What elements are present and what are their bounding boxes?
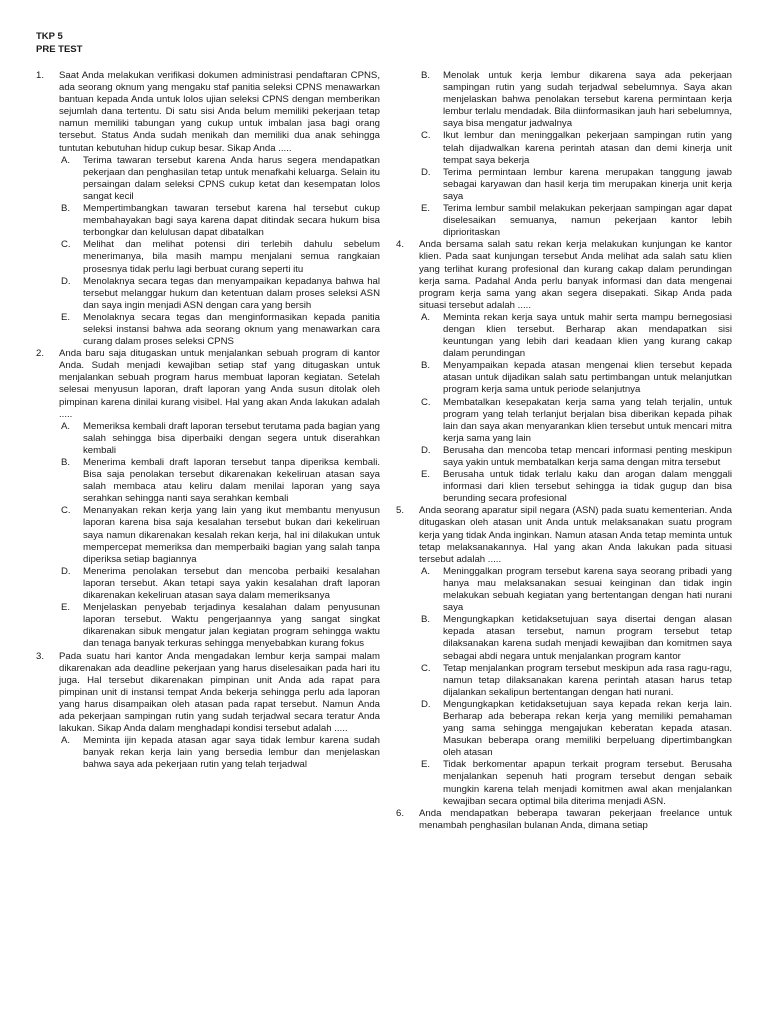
option-letter: C. (61, 239, 71, 251)
right-column (396, 70, 732, 832)
question-number: 6. (396, 807, 405, 819)
question-text: Anda mendapatkan beberapa tawaran pekerjaan freelance untuk menambah penghasilan bulanan Anda, dimana setiap (419, 807, 732, 831)
answer-option (419, 312, 732, 360)
option-letter: B. (421, 614, 431, 626)
answer-option (59, 566, 380, 602)
question-text: Anda seorang aparatur sipil negara (ASN) pada suatu kementerian. Anda ditugaskan oleh atasan unit Anda untuk melaksanakan suatu program kerja yang tidak Anda inginkan. Namun atasan Anda tetap meminta untuk tetap melaksanakannya. Hal yang akan Anda lakukan pada situasi tersebut adalah ..... (419, 505, 732, 565)
answer-option (59, 602, 380, 650)
option-text: Menolak untuk kerja lembur dikarena saya ada pekerjaan sampingan rutin yang sudah terjadwal sebelumnya. Saya akan menjelaskan bahwa penolakan tersebut karena permintaan kerja lembur terlalu mendadak. Bila diinformasikan jauh hari sebelumnya, saya bisa mengatur jadwalnya (443, 70, 732, 130)
question-item (396, 239, 732, 505)
question-text: Anda bersama salah satu rekan kerja melakukan kunjungan ke kantor klien. Pada saat kunjungan tersebut Anda melihat ada salah satu klien yang terlihat kurang profesional dan kurang cakap dalam perundingan kerja sama. Padahal Anda perlu banyak informasi dan data mengenai program kerja sama yang akan segera disepakati. Sikap Anda pada situasi tersebut adalah ..... (419, 239, 732, 311)
question-number: 1. (36, 70, 45, 81)
answer-option (419, 469, 732, 505)
option-letter: A. (61, 735, 71, 747)
answer-option (59, 735, 380, 771)
option-letter: A. (61, 154, 71, 166)
option-letter: B. (61, 203, 71, 215)
question-text: Pada suatu hari kantor Anda mengadakan lembur kerja sampai malam dikarenakan ada deadline pekerjaan yang harus diselesaikan pada hari itu juga. Hal tersebut dikarenakan pimpinan unit Anda ada rapat para pimpinan unit di instansi tempat Anda bekerja sehingga perlu ada laporan yang harus disampaikan oleh atasan pada rapat tersebut. Namun Anda ada pekerjaan sampingan rutin yang sudah terjadwal secara teratur Anda lakukan. Sikap Anda dalam menghadapi kondisi tersebut adalah ..... (59, 650, 380, 735)
option-text: Terima tawaran tersebut karena Anda harus segera mendapatkan pekerjaan dan penghasilan tetap untuk menafkahi keluarga. Selain itu persaingan dalam seleksi CPNS cukup ketat dan kesempatan lolos sangat kecil (83, 154, 380, 202)
answer-option (419, 614, 732, 662)
option-letter: D. (61, 275, 71, 287)
option-letter: D. (421, 166, 431, 178)
option-text: Menerima kembali draft laporan tersebut tanpa diperiksa kembali. Bisa saja penolakan tersebut dikarenakan kekeliruan atasan saya salah membaca atau keliru dalam menilai laporan yang saya serahkan sehingga nanti saya serahkan kembali (83, 457, 380, 505)
option-letter: C. (421, 662, 431, 674)
option-text: Terima permintaan lembur karena merupakan tanggung jawab sebagai karyawan dan hasil kerja tim merupakan kinerja unit kerja saya (443, 166, 732, 202)
test-title: PRE TEST (36, 44, 83, 55)
answer-option (419, 397, 732, 445)
test-code: TKP 5 (36, 31, 63, 42)
option-letter: A. (421, 565, 431, 577)
option-letter: E. (421, 469, 431, 481)
option-text: Mempertimbangkan tawaran tersebut karena hal tersebut cukup membahayakan bagi saya karena dapat ditindak secara hukum bisa terbongkar dan kelulusan dapat dibatalkan (83, 203, 380, 239)
option-letter: D. (61, 565, 71, 577)
question-number: 4. (396, 239, 405, 251)
option-letter: E. (421, 759, 431, 771)
option-text: Menolaknya secara tegas dan menyampaikan kepadanya bahwa hal tersebut melanggar hukum dan ketentuan dalam proses seleksi ASN dan saya ingin menjadi ASN dengan cara yang bersih (83, 275, 380, 311)
option-text: Terima lembur sambil melakukan pekerjaan sampingan agar dapat diselesaikan semuanya, namun pekerjaan kantor lebih diprioritaskan (443, 203, 732, 239)
answer-option (59, 239, 380, 275)
option-text: Meninggalkan program tersebut karena saya seorang pribadi yang hanya mau melaksanakan sesuai keinginan dan tidak ingin melakukan sebuah kegiatan yang bertentangan dengan hati nurani saya (443, 565, 732, 614)
option-text: Berusaha untuk tidak terlalu kaku dan arogan dalam menggali informasi dari klien tersebut sehingga ia tidak gugup dan bisa berunding secara profesional (443, 469, 732, 505)
answer-option (419, 360, 732, 396)
left-column (36, 70, 380, 771)
option-letter: D. (421, 444, 431, 456)
option-text: Meminta ijin kepada atasan agar saya tidak lembur karena sudah banyak rekan kerja lain yang bersedia lembur dan menjelaskan bahwa saya ada pekerjaan rutin yang telah terjadwal (83, 735, 380, 771)
option-text: Menanyakan rekan kerja yang lain yang ikut membantu menyusun laporan karena bisa saja kesalahan tersebut bukan dari kekeliruan saya namun dikarenakan kesalah rekan kerja, hal ini dilakukan untuk mempercepat memeriksa dan memperbaiki bagian yang salah tanpa diperiksa setiap bagiannya (83, 505, 380, 565)
answer-option (59, 421, 380, 457)
question-item (36, 651, 380, 772)
option-letter: E. (61, 602, 71, 614)
option-letter: E. (421, 203, 431, 215)
option-text: Menerima penolakan tersebut dan mencoba perbaiki kesalahan laporan tersebut. Akan tetapi saya yakin kesalahan draft laporan dikarenakan kekeliruan atasan saya dalam memeriksanya (83, 565, 380, 602)
question-item (396, 70, 732, 239)
option-text: Meminta rekan kerja saya untuk mahir serta mampu bernegosiasi dengan klien tersebut. Berharap akan mendapatkan sisi keuntungan yang lebih dari keadaan klien yang kurang cakap dalam perundingan (443, 311, 732, 360)
answer-option (59, 457, 380, 505)
answer-option (419, 203, 732, 239)
option-letter: E. (61, 311, 71, 323)
answer-option (59, 312, 380, 348)
answer-option (419, 130, 732, 166)
question-item (36, 70, 380, 348)
question-number: 5. (396, 505, 405, 517)
answer-option (419, 70, 732, 130)
question-number: 2. (36, 348, 45, 360)
answer-option (59, 276, 380, 312)
answer-option (419, 699, 732, 759)
option-text: Tidak berkomentar apapun terkait program tersebut. Berusaha menjalankan sepenuh hati program tersebut dengan sebaik mungkin karena telah menjadi komitmen awal akan menjalankan kewajiban secara optimal bila diterima menjadi ASN. (443, 759, 732, 807)
answer-option (419, 759, 732, 807)
option-letter: B. (421, 360, 431, 372)
answer-option (419, 663, 732, 699)
answer-option (59, 203, 380, 239)
option-letter: A. (421, 311, 431, 323)
option-text: Membatalkan kesepakatan kerja sama yang telah terjalin, untuk program yang telah terlanjut berjalan bisa diberikan kepada pihak lain dan saya akan menyarankan klien tersebut untuk mencari mitra kerja sama yang lain (443, 396, 732, 444)
option-text: Melihat dan melihat potensi diri terlebih dahulu sebelum menerimanya, bila masih mampu menjalani semua rangkaian prosesnya tidak perlu lagi berbuat curang seperti itu (83, 239, 380, 275)
answer-option (419, 445, 732, 469)
option-text: Ikut lembur dan meninggalkan pekerjaan sampingan rutin yang telah dijadwalkan karena perintah atasan dan demi kinerja unit tempat saya bekerja (443, 130, 732, 166)
option-letter: C. (61, 505, 71, 517)
answer-option (419, 167, 732, 203)
option-text: Berusaha dan mencoba tetap mencari informasi penting meskipun saya yakin untuk membatalkan kerja sama dengan mitra tersebut (443, 444, 732, 468)
option-text: Memeriksa kembali draft laporan tersebut terutama pada bagian yang salah sehingga bisa diperbaiki dengan segera untuk diserahkan kembali (83, 420, 380, 456)
question-text: Saat Anda melakukan verifikasi dokumen administrasi pendaftaran CPNS, ada seorang oknum yang mengaku staf panitia seleksi CPNS menawarkan bantuan kepada Anda untuk lolos ujian seleksi CPNS dengan memberikan sejumlah dana tertentu. Di satu sisi Anda belum memiliki pekerjaan tetap namun memiliki tabungan yang cukup untuk imbalan jasa bagi orang tersebut. Status Anda sudah menikah dan memiliki dua anak sehingga tuntutan kebutuhan hidup cukup besar. Sikap Anda ..... (59, 70, 380, 154)
option-text: Menjelaskan penyebab terjadinya kesalahan dalam penyusunan laporan tersebut. Waktu pengerjaannya yang sangat singkat dikarenakan sibuk mengatur jalan kegiatan program sehingga waktu dan tenaga banyak terkuras sehingga menyebabkan kurang fokus (83, 602, 380, 650)
question-item (396, 808, 732, 832)
option-letter: D. (421, 698, 431, 710)
answer-option (59, 155, 380, 203)
option-text: Mengungkapkan ketidaksetujuan saya disertai dengan alasan kepada atasan tersebut, namun program tersebut tetap dilaksanakan karena sudah menjadi kewajiban dan komitmen saya sebagai abdi negara untuk menjalankan program kantor (443, 614, 732, 662)
answer-option (419, 566, 732, 614)
option-text: Menolaknya secara tegas dan menginformasikan kepada panitia seleksi instansi bahwa ada seorang oknum yang menawarkan cara curang dalam proses seleksi CPNS (83, 311, 380, 348)
option-text: Menyampaikan kepada atasan mengenai klien tersebut kepada atasan untuk dijadikan salah satu pertimbangan untuk melanjutkan program kerja sama untuk periode selanjutnya (443, 360, 732, 396)
question-item (396, 505, 732, 807)
option-letter: B. (61, 457, 71, 468)
question-number: 3. (36, 650, 45, 662)
option-letter: A. (61, 420, 71, 432)
document-header (36, 30, 82, 56)
question-text: Anda baru saja ditugaskan untuk menjalankan sebuah program di kantor Anda. Sudah menjadi kewajiban setiap staf yang ditugaskan untuk menjalankan sebuah program harus membuat laporan kegiatan. Setelah selesai menyusun laporan, draft laporan yang Anda susun ditolak oleh pimpinan karena dinilai kurang visibel. Hal yang akan Anda lakukan adalah ..... (59, 348, 380, 420)
option-letter: B. (421, 70, 431, 81)
option-letter: C. (421, 396, 431, 408)
question-item (36, 348, 380, 650)
answer-option (59, 505, 380, 565)
option-letter: C. (421, 130, 431, 142)
option-text: Tetap menjalankan program tersebut meskipun ada rasa ragu-ragu, namun tetap dilaksanakan karena perintah atasan harus tetap dijalankan sekalipun bertentangan dengan hati nurani. (443, 662, 732, 698)
option-text: Mengungkapkan ketidaksetujuan saya kepada rekan kerja lain. Berharap ada beberapa rekan kerja yang memiliki pemahaman yang sama sehingga mengajukan keberatan kepada atasan. Masukan beberapa orang memiliki berpeluang dipertimbangkan oleh atasan (443, 698, 732, 759)
